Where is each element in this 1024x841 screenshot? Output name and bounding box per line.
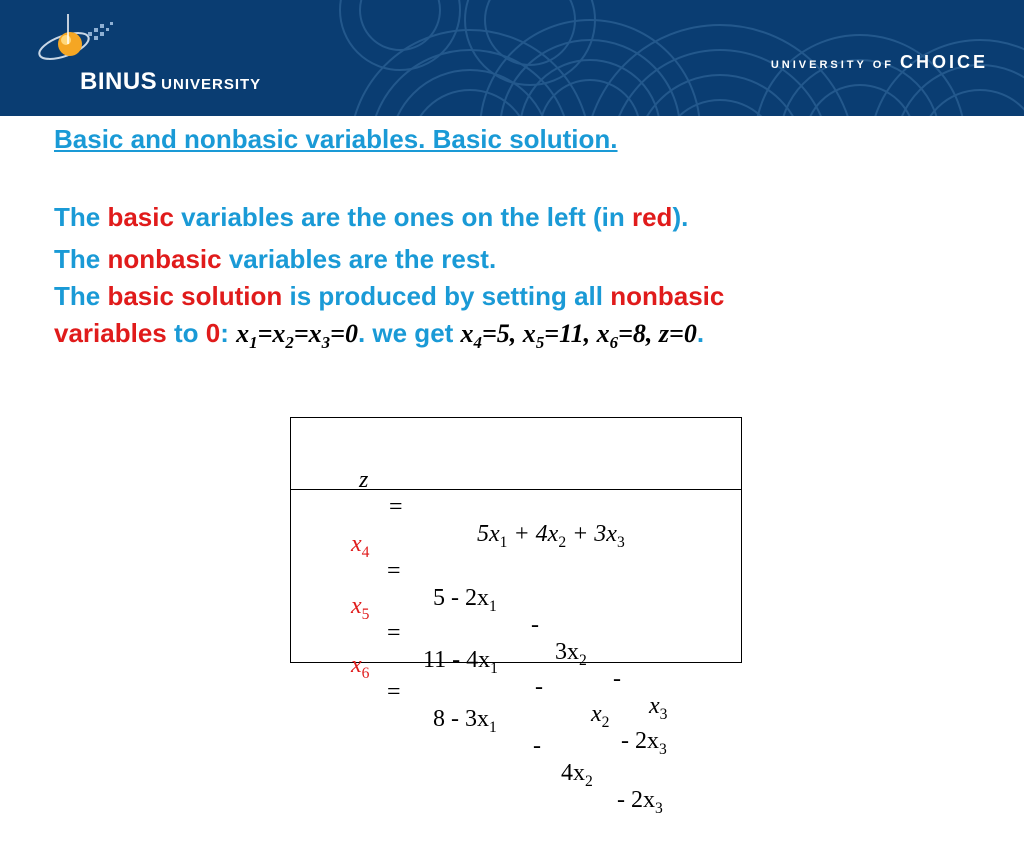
text-line-3: The basic solution is produced by setting all nonbasic bbox=[54, 281, 725, 311]
text-line-4: variables to 0: $x_1=x_2=x_3=0$. we get $x_4=5$, $x_5=11$, $x_6=8$, z=0. bbox=[54, 318, 705, 353]
text-line-1: The basic variables are the ones on the left (in red). bbox=[54, 202, 689, 232]
objective-row: z = $5x_1 + 4x_2 + 3x_3$ bbox=[359, 467, 625, 551]
constraint-row-x4: $x_4$ = $5 - 2x_1$ - $3x_2$ - $x_3$ bbox=[351, 531, 668, 723]
tagline: UNIVERSITY OF CHOICE bbox=[770, 52, 988, 72]
logo-emblem-icon bbox=[30, 10, 150, 70]
header-banner bbox=[0, 0, 1024, 116]
constraint-row-x6: $x_6$ = $8 - 3x_1$ - $4x_2$ - $2x_3$ bbox=[351, 652, 663, 817]
basic-solution-expression: $x_4=5$, $x_5=11$, $x_6=8$, z=0 bbox=[460, 319, 697, 353]
table-divider bbox=[291, 489, 741, 490]
logo-wordmark: BINUS UNIVERSITY bbox=[80, 68, 262, 95]
dictionary-table bbox=[290, 417, 742, 817]
slide-title: Basic and nonbasic variables. Basic solution. bbox=[54, 124, 618, 154]
binus-logo bbox=[30, 10, 310, 110]
nonbasic-zero-expression: $x_1=x_2=x_3=0$ bbox=[236, 319, 358, 353]
constraint-row-x5: $x_5$ = $11 - 4x_1$ - $x_2$ - $2x_3$ bbox=[351, 593, 667, 758]
text-line-2: The nonbasic variables are the rest. bbox=[54, 244, 497, 274]
